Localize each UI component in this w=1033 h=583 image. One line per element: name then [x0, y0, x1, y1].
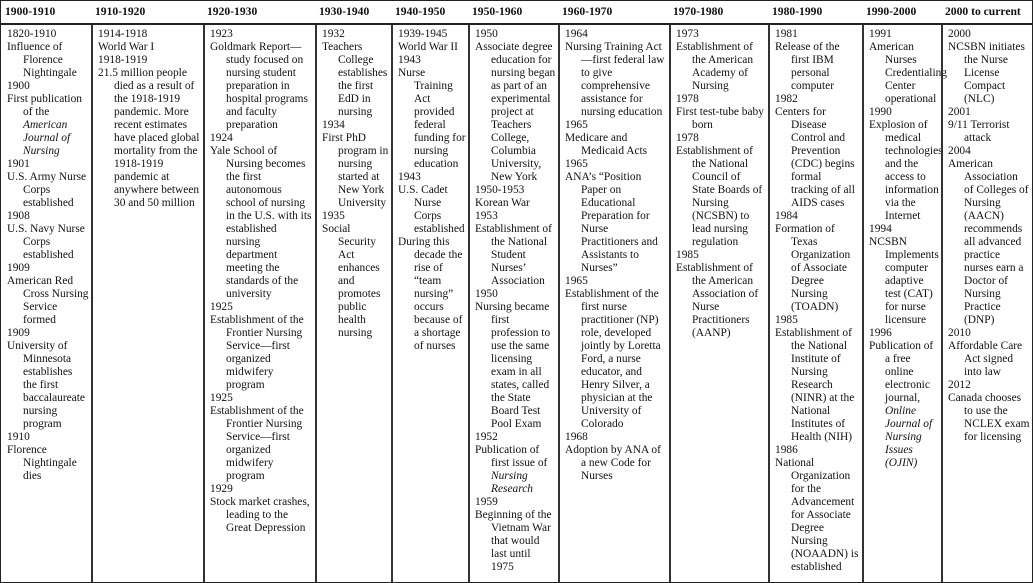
entry-description — [475, 444, 556, 496]
timeline-entry — [775, 444, 860, 574]
entry-year: 1943 — [398, 171, 421, 183]
entry-text: U.S. Army Nurse Corps established — [7, 171, 87, 209]
timeline-entry — [775, 28, 860, 93]
entry-description — [565, 288, 667, 431]
entry-description — [322, 132, 389, 210]
column-header: 1960-1970 — [562, 5, 613, 18]
timeline-entry — [676, 132, 766, 249]
entry-description — [7, 93, 89, 158]
entry-year: 1990 — [869, 106, 892, 118]
timeline-entry — [98, 54, 201, 210]
entry-description — [869, 340, 939, 470]
timeline-entry — [7, 80, 89, 158]
entry-year: 1923 — [210, 28, 233, 40]
entry-year: 2012 — [948, 379, 971, 391]
entry-year: 1953 — [475, 210, 498, 222]
timeline-entry — [98, 28, 201, 54]
entry-text: American Red Cross Nursing Service formed — [7, 275, 89, 326]
entry-text: U.S. Cadet Nurse Corps established — [398, 184, 465, 235]
entry-description — [775, 327, 860, 444]
entry-text: Release of the first IBM personal computer — [775, 41, 840, 92]
column-1950-1960 — [468, 25, 558, 582]
entry-description — [210, 496, 313, 535]
timeline-entry — [475, 431, 556, 496]
entry-description — [210, 314, 313, 392]
entry-text: Publication of first issue of — [475, 444, 548, 469]
entry-text: Beginning of the Vietnam War that would last until 1975 — [475, 509, 552, 573]
entry-text: Establishment of the National Council of State Boards of Nursing (NCSBN) to lead nursing regulation — [676, 145, 763, 248]
entry-text: Establishment of the National Institute of Nursing Research (NINR) at the National Institutes of Health (NIH) — [775, 327, 855, 443]
column-1920-1930 — [203, 25, 315, 582]
entry-year: 1965 — [565, 275, 588, 287]
timeline-entry — [676, 28, 766, 93]
entry-text: Establishment of the Frontier Nursing Service—first organized midwifery program — [210, 314, 304, 391]
timeline-entry — [869, 327, 939, 470]
entry-year: 1964 — [565, 28, 588, 40]
entry-description — [775, 106, 860, 210]
entry-description — [948, 41, 1030, 106]
timeline-entry — [676, 249, 766, 340]
entry-description — [210, 405, 313, 483]
entry-year: 1950 — [475, 28, 498, 40]
entry-description — [398, 41, 466, 54]
column-1900-1910 — [1, 25, 91, 582]
entry-text: NCSBN initiates the Nurse License Compact (NLC) — [948, 41, 1025, 105]
entry-year: 1978 — [676, 132, 699, 144]
entry-year: 1965 — [565, 158, 588, 170]
column-1980-1990 — [768, 25, 862, 582]
entry-text: First test-tube baby born — [676, 106, 764, 131]
timeline-entry — [398, 171, 466, 236]
timeline-entry — [565, 275, 667, 431]
timeline-entry — [475, 184, 556, 210]
entry-description — [775, 457, 860, 574]
entry-year: 2010 — [948, 327, 971, 339]
timeline-entry — [7, 28, 89, 80]
entry-year: 1965 — [565, 119, 588, 131]
entry-description — [676, 145, 766, 249]
timeline-entry — [475, 288, 556, 431]
entry-description — [869, 236, 939, 327]
entry-text: Establishment of the Frontier Nursing Service—first organized midwifery program — [210, 405, 304, 482]
timeline-entry — [565, 28, 667, 119]
entry-text: Affordable Care Act signed into law — [948, 340, 1023, 378]
entry-year: 1932 — [322, 28, 345, 40]
entry-description — [322, 41, 389, 119]
entry-year: 1910 — [7, 431, 30, 443]
timeline-entry — [7, 327, 89, 431]
entry-year: 1820-1910 — [7, 28, 57, 40]
timeline-entry — [398, 28, 466, 54]
entry-description — [948, 340, 1030, 379]
entry-year: 1986 — [775, 444, 798, 456]
entry-description — [676, 262, 766, 340]
entry-description — [210, 145, 313, 301]
entry-text: During this decade the rise of “team nursing” occurs because of a shortage of nurses — [398, 236, 463, 352]
column-header: 1910-1920 — [95, 5, 146, 18]
entry-description — [475, 197, 556, 210]
column-header: 1920-1930 — [207, 5, 258, 18]
entry-year: 1924 — [210, 132, 233, 144]
entry-text: Centers for Disease Control and Prevention (CDC) begins formal tracking of all AIDS cases — [775, 106, 855, 209]
timeline-entry — [775, 93, 860, 210]
timeline-entry — [869, 223, 939, 327]
entry-description — [565, 132, 667, 158]
timeline-entry — [565, 431, 667, 483]
timeline-entry — [210, 483, 313, 535]
timeline-entry — [775, 210, 860, 314]
entry-description — [210, 41, 313, 132]
column-1910-1920 — [91, 25, 203, 582]
entry-text: Establishment of the first nurse practitioner (NP) role, developed jointly by Loretta Ford, a nurse educator, and Henry Silver, a physician at the University of Colorado — [565, 288, 661, 430]
column-header: 1950-1960 — [472, 5, 523, 18]
timeline-entry — [948, 327, 1030, 379]
entry-text: World War II — [398, 41, 458, 53]
entry-description — [775, 41, 860, 93]
timeline-entry — [948, 106, 1030, 145]
timeline-entry — [210, 301, 313, 392]
entry-year: 1991 — [869, 28, 892, 40]
entry-text: University of Minnesota establishes the first baccalaureate nursing program — [7, 340, 85, 430]
entry-year: 2001 — [948, 106, 971, 118]
entry-year: 1929 — [210, 483, 233, 495]
entry-description — [565, 171, 667, 275]
entry-description — [475, 41, 556, 184]
entry-italic-title: Online Journal of Nursing Issues (OJIN) — [885, 405, 933, 469]
entry-description — [676, 41, 766, 93]
entry-description — [398, 236, 466, 353]
timeline-entry — [7, 262, 89, 327]
entry-year: 1943 — [398, 54, 421, 66]
entry-description — [948, 119, 1030, 145]
timeline-entry — [948, 145, 1030, 327]
column-header: 1990-2000 — [866, 5, 917, 18]
timeline-entry — [322, 210, 389, 340]
entry-year: 1968 — [565, 431, 588, 443]
timeline-entry — [7, 431, 89, 483]
entry-description — [398, 184, 466, 236]
entry-text: 21.5 million people died as a result of the 1918-1919 pandemic. More recent estimates have placed global mortality from the 1918-1919 pandemic at anywhere between 30 and 50 million — [98, 67, 200, 209]
entry-year: 2000 — [948, 28, 971, 40]
entry-text: Influence of Florence Nightingale — [7, 41, 77, 79]
entry-description — [7, 444, 89, 483]
entry-year: 1914-1918 — [98, 28, 148, 40]
entry-description — [98, 67, 201, 210]
entry-year: 1925 — [210, 392, 233, 404]
timeline-entry — [676, 93, 766, 132]
entry-year: 1985 — [775, 314, 798, 326]
entry-text: Florence Nightingale dies — [7, 444, 77, 482]
timeline-entry — [565, 119, 667, 158]
entry-text: Associate degree education for nursing began as part of an experimental project at Teachers College, Columbia University, New York — [475, 41, 556, 183]
entry-description — [322, 223, 389, 340]
entry-year: 1909 — [7, 327, 30, 339]
timeline-entry — [475, 28, 556, 184]
entry-description — [7, 340, 89, 431]
column-1990-2000 — [862, 25, 947, 582]
entry-description — [869, 119, 943, 223]
entry-year: 1978 — [676, 93, 699, 105]
timeline-entry — [948, 379, 1030, 444]
entry-text: Establishment of the American Association of Nurse Practitioners (AANP) — [676, 262, 759, 339]
entry-year: 1900 — [7, 80, 30, 92]
entry-text: Nurse Training Act provided federal funding for nursing education — [398, 67, 466, 170]
entry-text: Goldmark Report—study focused on nursing student preparation in hospital programs and faculty preparation — [210, 41, 308, 131]
entry-year: 1939-1945 — [398, 28, 448, 40]
entry-text: Explosion of medical technologies and the access to information via the Internet — [869, 119, 943, 222]
entry-text: ANA’s “Position Paper on Educational Preparation for Nurse Practitioners and Assistants to Nurses” — [565, 171, 658, 274]
entry-description — [7, 41, 89, 80]
timeline-entry — [869, 106, 943, 223]
column-1960-1970 — [558, 25, 669, 582]
timeline-entry — [7, 210, 89, 262]
entry-description — [398, 67, 466, 171]
entry-year: 1908 — [7, 210, 30, 222]
entry-text: First publication of the — [7, 93, 82, 118]
entry-description — [475, 223, 556, 288]
entry-text: Nursing Training Act—first federal law to give comprehensive assistance for nursing education — [565, 41, 665, 118]
entry-year: 1981 — [775, 28, 798, 40]
timeline-entry — [210, 28, 313, 132]
entry-description — [565, 41, 667, 119]
timeline-entry — [398, 236, 466, 353]
timeline-entry — [948, 28, 1030, 106]
timeline-entry — [322, 28, 389, 119]
entry-year: 1994 — [869, 223, 892, 235]
entry-description — [7, 171, 89, 210]
entry-year: 1950 — [475, 288, 498, 300]
entry-year: 1982 — [775, 93, 798, 105]
entry-year: 1959 — [475, 496, 498, 508]
entry-description — [565, 444, 667, 483]
timeline-entry — [398, 54, 466, 171]
entry-year: 1925 — [210, 301, 233, 313]
column-1930-1940 — [315, 25, 391, 582]
entry-text: Nursing became first profession to use the same licensing exam in all states, called the State Board Test Pool Exam — [475, 301, 551, 430]
entry-text: Establishment of the National Student Nurses’ Association — [475, 223, 552, 287]
entry-text: U.S. Navy Nurse Corps established — [7, 223, 85, 261]
entry-year: 1996 — [869, 327, 892, 339]
entry-text: World War I — [98, 41, 155, 53]
timeline-entry — [7, 158, 89, 210]
column-2000-to-current — [941, 25, 1032, 582]
entry-year: 1984 — [775, 210, 798, 222]
entry-text: Adoption by ANA of a new Code for Nurses — [565, 444, 661, 482]
column-header: 1940-1950 — [395, 5, 446, 18]
entry-description — [98, 41, 201, 54]
entry-description — [676, 106, 766, 132]
entry-year: 1901 — [7, 158, 30, 170]
entry-text: American Nurses Credentialing Center operational — [869, 41, 947, 105]
entry-text: Medicare and Medicaid Acts — [565, 132, 648, 157]
entry-text: Korean War — [475, 197, 530, 209]
entry-year: 2004 — [948, 145, 971, 157]
column-header: 1900-1910 — [5, 5, 56, 18]
entry-italic-title: American Journal of Nursing — [23, 119, 71, 157]
column-header: 1930-1940 — [319, 5, 370, 18]
entry-text: Stock market crashes, leading to the Great Depression — [210, 496, 310, 534]
entry-text: Teachers College establishes the first EdD in nursing — [322, 41, 388, 118]
entry-text: National Organization for the Advancement for Associate Degree Nursing (NOAADN) is established — [775, 457, 859, 573]
entry-italic-title: Nursing Research — [491, 470, 533, 495]
entry-description — [7, 275, 89, 327]
entry-text: 9/11 Terrorist attack — [948, 119, 1010, 144]
entry-year: 1985 — [676, 249, 699, 261]
timeline-entry — [322, 119, 389, 210]
entry-description — [475, 509, 556, 574]
entry-description — [948, 392, 1030, 444]
header-row — [1, 1, 1032, 25]
timeline-entry — [475, 496, 556, 574]
timeline-entry — [869, 28, 947, 106]
timeline-entry — [210, 132, 313, 301]
entry-description — [7, 223, 89, 262]
entry-year: 1918-1919 — [98, 54, 148, 66]
timeline-entry — [565, 158, 667, 275]
entry-text: Formation of Texas Organization of Associate Degree Nursing (TOADN) — [775, 223, 851, 313]
column-1970-1980 — [669, 25, 768, 582]
column-header: 2000 to current — [945, 5, 1021, 18]
entry-year: 1952 — [475, 431, 498, 443]
entry-year: 1950-1953 — [475, 184, 525, 196]
entry-year: 1909 — [7, 262, 30, 274]
entry-text: NCSBN Implements computer adaptive test (CAT) for nurse licensure — [869, 236, 939, 326]
entry-description — [948, 158, 1030, 327]
entry-description — [869, 41, 947, 106]
timeline-entry — [775, 314, 860, 444]
entry-description — [475, 301, 556, 431]
column-header: 1980-1990 — [772, 5, 823, 18]
entry-description — [775, 223, 860, 314]
entry-year: 1935 — [322, 210, 345, 222]
entry-text: Social Security Act enhances and promotes public health nursing — [322, 223, 381, 339]
entry-year: 1934 — [322, 119, 345, 131]
entry-text: Yale School of Nursing becomes the first autonomous school of nursing in the U.S. with its established nursing department meeting the standards of the university — [210, 145, 312, 300]
entry-text: American Association of Colleges of Nursing (AACN) recommends all advanced practice nurses earn a Doctor of Nursing Practice (DNP) — [948, 158, 1029, 326]
entry-text: Publication of a free online electronic journal, — [869, 340, 934, 404]
column-header: 1970-1980 — [673, 5, 724, 18]
column-1940-1950 — [391, 25, 468, 582]
timeline-entry — [210, 392, 313, 483]
timeline-entry — [475, 210, 556, 288]
entry-text: Canada chooses to use the NCLEX exam for licensing — [948, 392, 1030, 443]
entry-text: First PhD program in nursing started at New York University — [322, 132, 389, 209]
entry-year: 1973 — [676, 28, 699, 40]
entry-text: Establishment of the American Academy of Nursing — [676, 41, 754, 92]
